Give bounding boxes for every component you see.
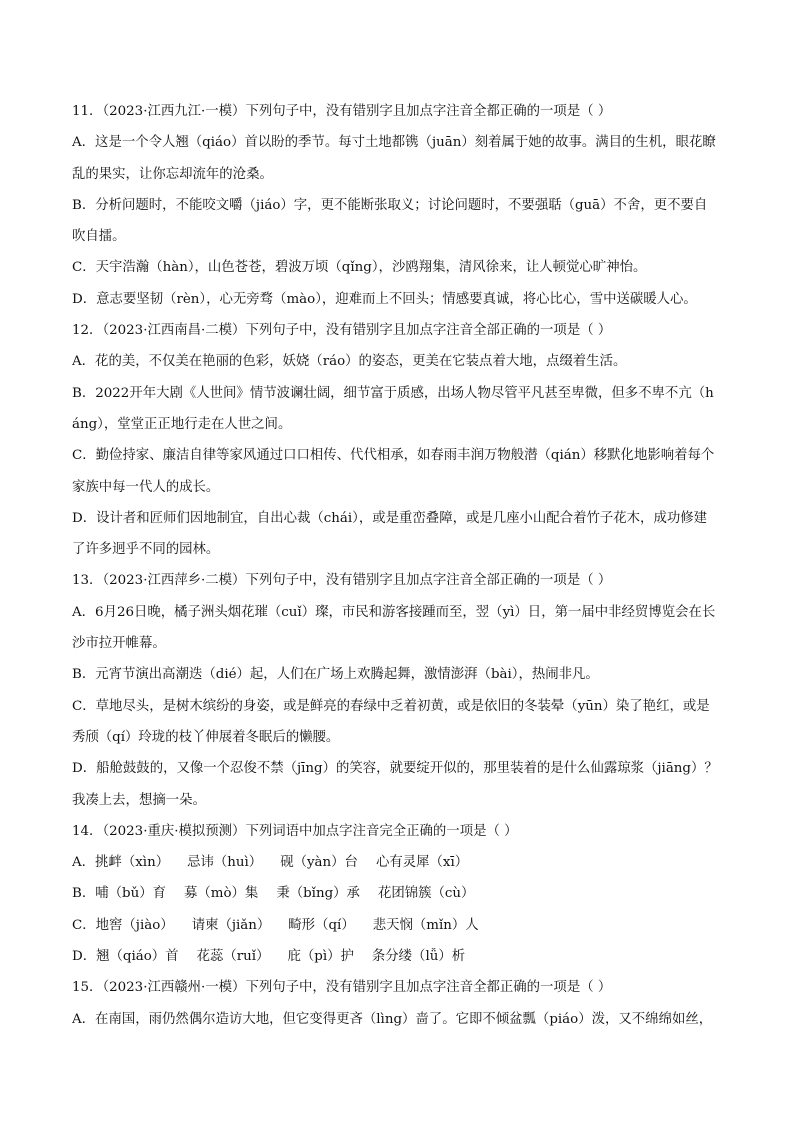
question-stem: 15．（2023·江西赣州·一模）下列句子中，没有错别字且加点字注音全都正确的一项是（ ） [72,980,612,996]
word-item: D．翘（qiáo）首 [72,949,179,965]
option-b: B．2022开年大剧《人世间》情节波谰壮阔，细节富于质感，出场人物尽管平凡甚至卑微，但多不卑不亢（háng），堂堂正正地行走在人世之间。 [72,385,714,432]
option-b: B．元宵节演出高潮迭（dié）起，人们在广场上欢腾起舞，激情澎湃（bài），热闹非凡。 [72,667,599,683]
word-item: C．地窖（jiào） [72,917,174,933]
option-c: C．勤俭持家、廉洁自律等家风通过口口相传、代代相承，如春雨丰润万物般潜（qián）移默化地影响着每个家族中每一代人的成长。 [72,448,715,495]
question-12 [72,315,718,565]
word-item: 花蕊（ruǐ） [196,949,270,965]
word-item: 悲天悯（mǐn）人 [372,917,479,933]
option-d [72,941,718,972]
question-stem: 11．（2023·江西九江·一模）下列句子中，没有错别字且加点字注音全都正确的一项是（ ） [72,104,612,119]
word-item: 忌讳（huì） [187,855,263,871]
word-item: 砚（yàn）台 [280,855,358,871]
word-item: 畸形（qí） [288,917,355,933]
option-c: C．草地尽头，是树木缤纷的身姿，或是鲜亮的春绿中乏着初黄，或是依旧的冬装晕（yūn）染了艳红，或是秀颀（qí）玲珑的枝丫伸展着冬眠后的懒腰。 [72,698,710,745]
word-item: 秉（bǐng）承 [276,886,360,902]
question-stem: 12．（2023·江西南昌·二模）下列句子中，没有错别字且加点字注音全部正确的一项是（ ） [72,323,612,339]
word-item: 心有灵犀（xī） [375,855,469,871]
word-item: 庇（pì）护 [287,949,354,965]
word-item: B．哺（bǔ）育 [72,886,166,902]
word-item: 募（mò）集 [184,886,259,902]
option-a: A．6月26日晚，橘子洲头烟花璀（cuǐ）璨，市民和游客接踵而至，翌（yì）日，第一届中非经贸博览会在长沙市拉开帷幕。 [72,604,716,652]
word-item: 请柬（jiǎn） [191,917,271,933]
question-13 [72,565,718,815]
question-stem: 14．（2023·重庆·模拟预测）下列词语中加点字注音完全正确的一项是（ ） [72,823,518,839]
option-a: A．在南国，雨仍然偶尔造访大地，但它变得更吝（lìng）啬了。它即不倾盆瓢（piáo）泼，又不绵绵如丝， [72,1011,713,1027]
option-c: C．天宇浩瀚（hàn），山色苍苍，碧波万顷（qǐng），沙鸥翔集，清风徐来，让人顿觉心旷神怡。 [72,260,647,276]
question-14 [72,816,718,972]
question-stem: 13．（2023·江西萍乡·二模）下列句子中，没有错别字且加点字注音全部正确的一项是（ ） [72,573,612,589]
word-item: A．挑衅（xìn） [72,855,170,871]
question-11 [72,96,718,315]
option-a [72,847,718,878]
word-item: 花团锦簇（cù） [377,886,475,902]
option-a: A．这是一个令人翘（qiáo）首以盼的季节。每寸土地都镌（juān）刻着属于她的故事。满目的生机，眼花瞭乱的果实，让你忘却流年的沧桑。 [72,135,716,182]
option-a: A．花的美，不仅美在艳丽的色彩，妖娆（ráo）的姿态，更美在它装点着大地，点缀着生活。 [72,354,627,370]
question-15 [72,972,718,1035]
option-b [72,878,718,909]
option-d: D．设计者和匠师们因地制宜，自出心裁（chái），或是重峦叠障，或是几座小山配合着竹子花木，成功修建了许多迥乎不同的园林。 [72,510,708,558]
option-c [72,910,718,941]
option-d: D．意志要坚韧（rèn），心无旁骛（mào），迎难而上不回头；情感要真诚，将心比心，雪中送碳暖人心。 [72,291,697,307]
option-b: B．分析问题时，不能咬文嚼（jiáo）字，更不能断张取义；讨论问题时，不要强聒（guā）不舍，更不要自吹自擂。 [72,197,708,245]
word-item: 条分缕（lǚ）析 [371,949,466,965]
option-d: D．船舱鼓鼓的，又像一个忍俊不禁（jīng）的笑容，就要绽开似的，那里装着的是什么仙露琼浆（jiāng）？我凑上去，想摘一朵。 [72,761,718,808]
